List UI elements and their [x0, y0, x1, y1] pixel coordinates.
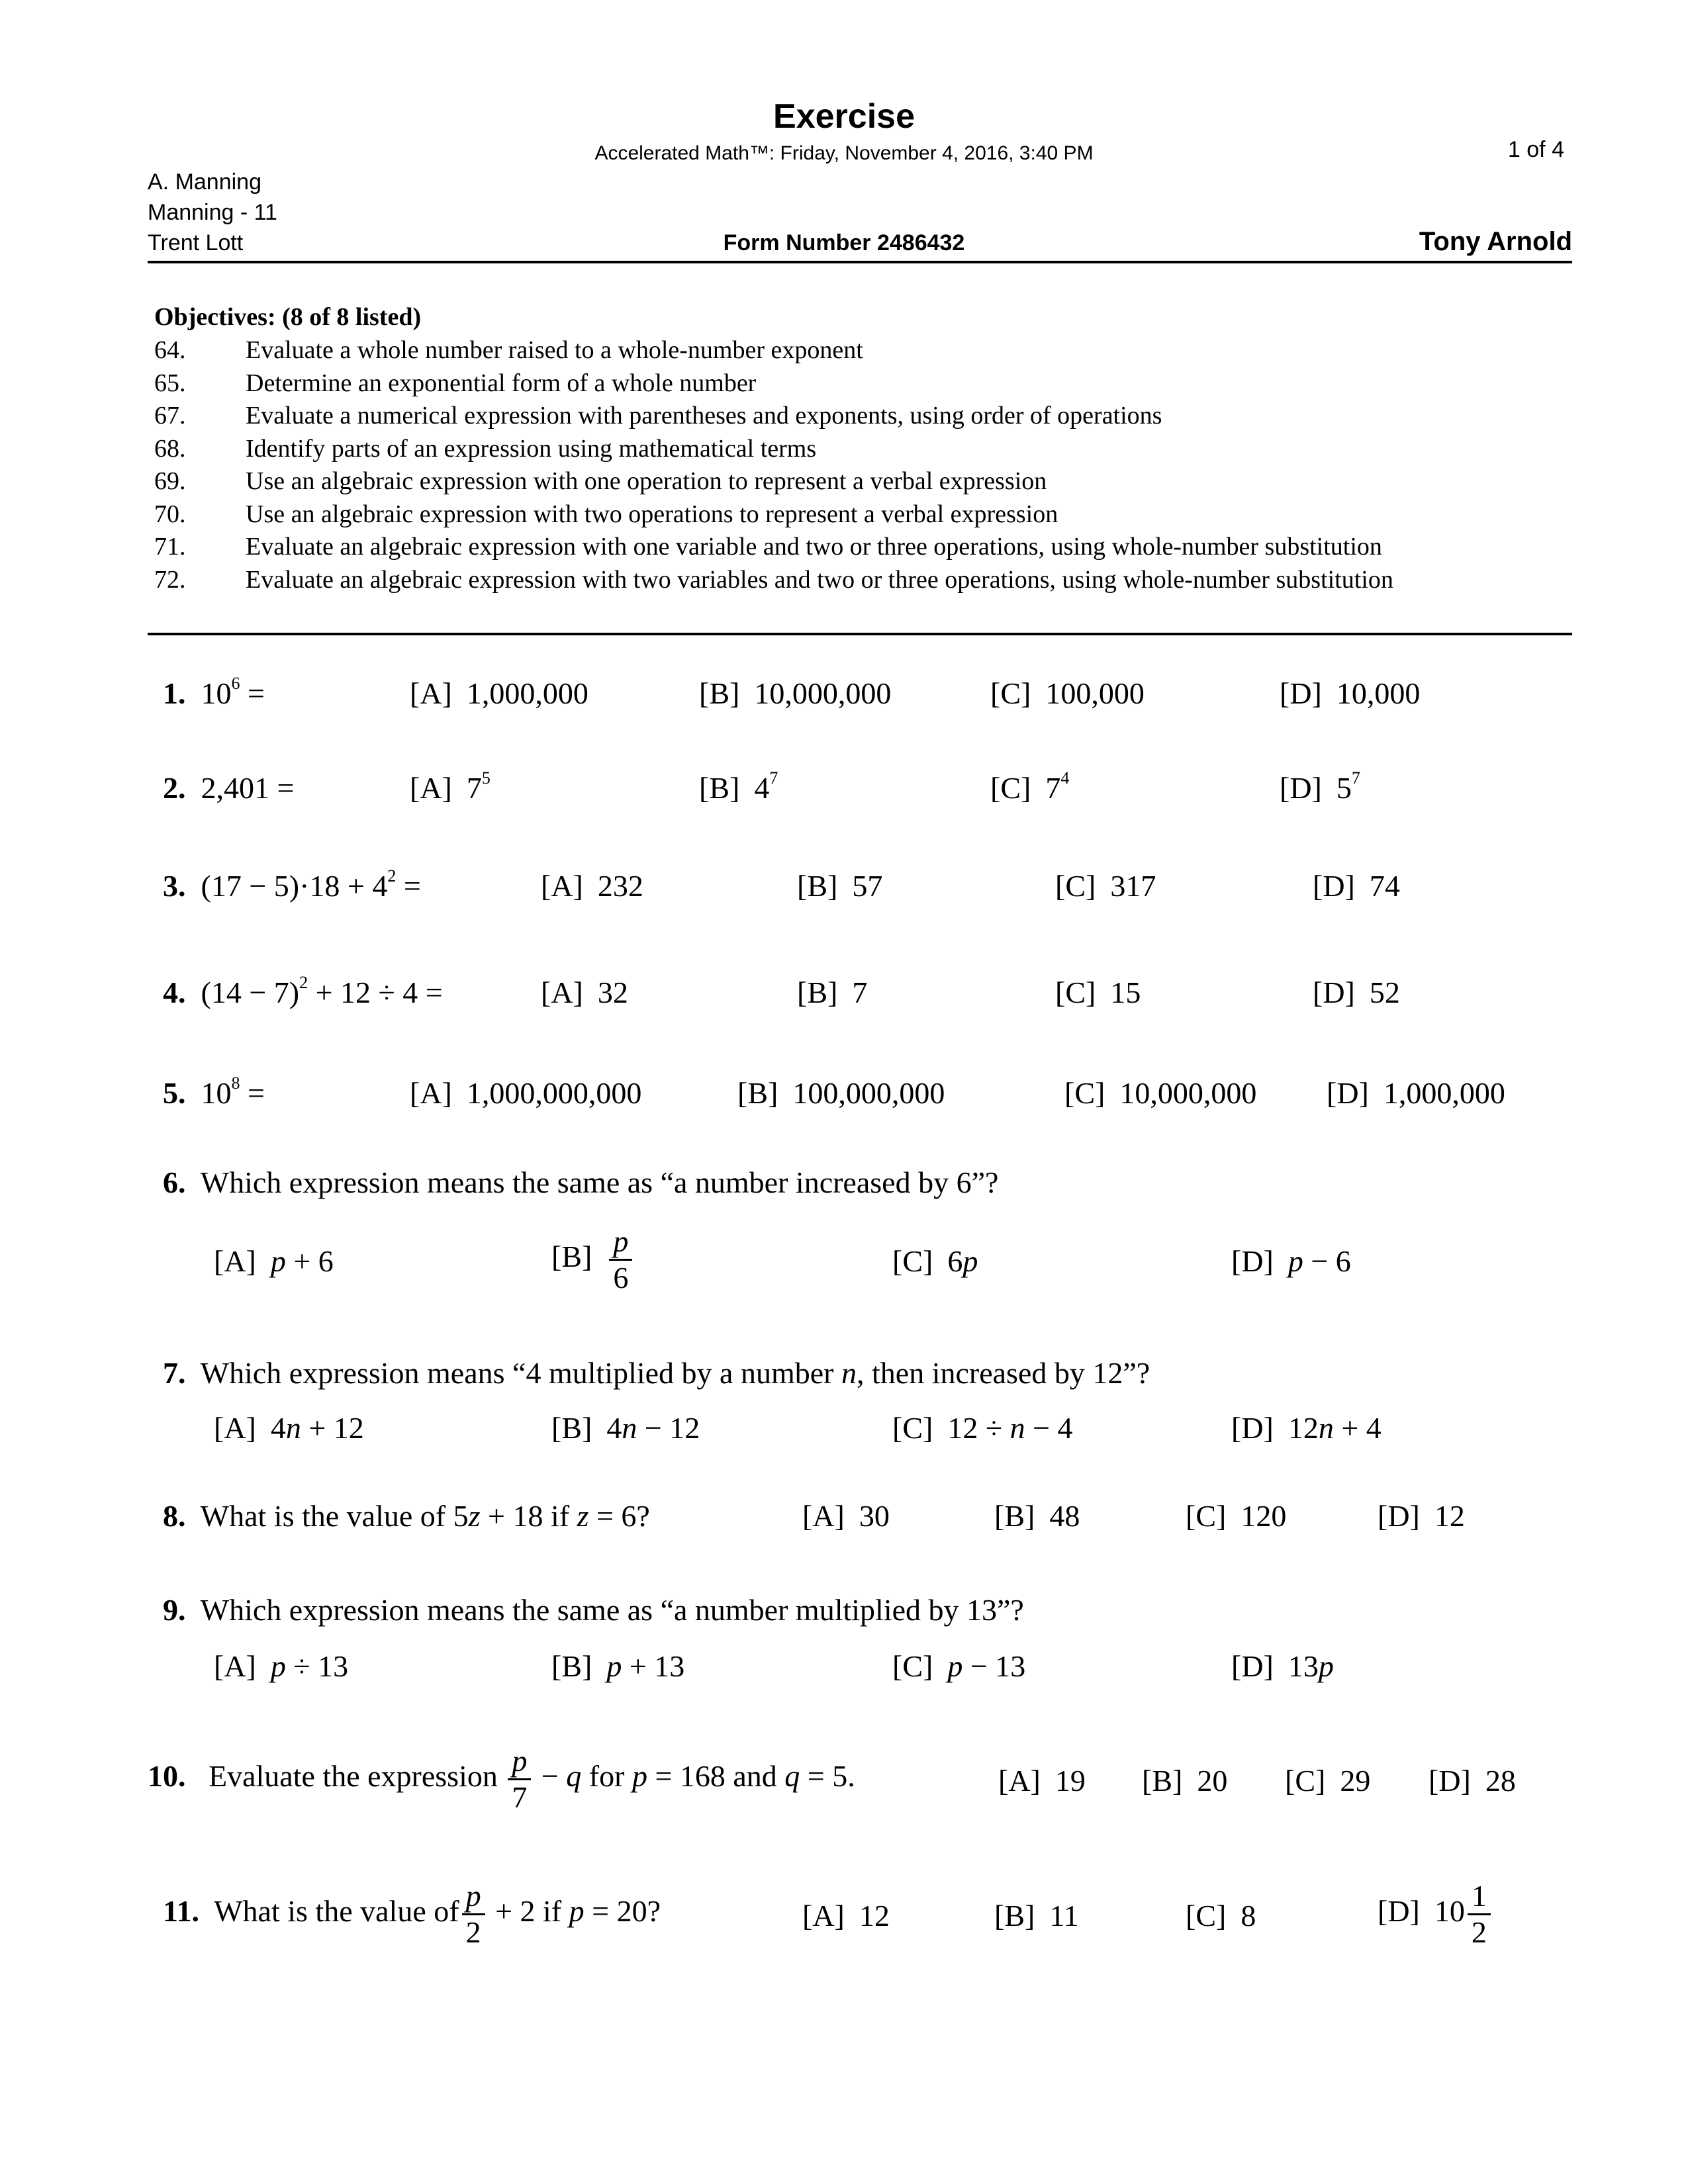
option-c[interactable]: [C] 15: [1055, 976, 1141, 1009]
objective-text: Evaluate an algebraic expression with one variable and two or three operations, using whole-number substitution: [246, 533, 1382, 561]
objective-number: 72.: [154, 566, 186, 594]
objective-number: 65.: [154, 369, 186, 397]
school-name: Trent Lott: [148, 230, 244, 255]
option-d[interactable]: [D] 28: [1429, 1764, 1516, 1797]
question-number: 10.: [148, 1759, 186, 1794]
option-b[interactable]: [B] $\frac{p}{6}$: [551, 1224, 635, 1295]
option-d[interactable]: [D] 12: [1378, 1499, 1465, 1533]
objectives-heading: Objectives: (8 of 8 listed): [154, 303, 422, 331]
subtitle: Accelerated Math™: Friday, November 4, 2016, 3:40 PM: [594, 142, 1094, 164]
question-text: Which expression means the same as “a number multiplied by 13”?: [200, 1593, 1024, 1627]
objective-number: 70.: [154, 500, 186, 528]
objective-text: Identify parts of an expression using mathematical terms: [246, 435, 817, 463]
option-a[interactable]: [A] 1,000,000: [410, 676, 588, 710]
option-c[interactable]: [C] 120: [1186, 1499, 1287, 1533]
option-d[interactable]: [D] 10,000: [1280, 676, 1421, 710]
student-name: Tony Arnold: [1419, 227, 1572, 256]
option-d[interactable]: [D] 12n + 4: [1231, 1411, 1382, 1445]
fraction: $\frac{1}{2}$: [1468, 1879, 1491, 1950]
option-d[interactable]: [D] 74: [1313, 869, 1400, 903]
option-c[interactable]: [C] 100,000: [990, 676, 1145, 710]
question-number: 11.: [163, 1894, 199, 1929]
question-expression: $10^8$ =: [201, 1073, 265, 1110]
option-d[interactable]: [D] 1,000,000: [1327, 1076, 1505, 1110]
question-text: Which expression means “4 multiplied by a number n, then increased by 12”?: [200, 1356, 1150, 1390]
question-number: 6.: [163, 1165, 186, 1199]
question-text: Which expression means the same as “a number increased by 6”?: [200, 1165, 999, 1199]
option-d[interactable]: [D] 52: [1313, 976, 1400, 1009]
question-number: 4.: [163, 976, 186, 1009]
option-a[interactable]: [A] 19: [998, 1764, 1086, 1797]
option-b[interactable]: [B] 11: [994, 1899, 1079, 1933]
option-c[interactable]: [C] p − 13: [892, 1649, 1026, 1683]
question-text: Evaluate the expression $\frac{p}{7}$ − q for p = 168 and q = 5.: [209, 1744, 855, 1814]
question-text: What is the value of $\frac{p}{2}$ + 2 if p = 20?: [214, 1879, 661, 1949]
page-title: Exercise: [773, 97, 915, 136]
objective-number: 71.: [154, 533, 186, 561]
option-a[interactable]: [A] $7^5$: [410, 768, 491, 805]
objectives-divider: [148, 633, 1572, 635]
question-expression: 2,401 =: [201, 771, 295, 805]
question-number: 3.: [163, 869, 186, 903]
option-b[interactable]: [B] 57: [797, 869, 883, 903]
question-number: 9.: [163, 1593, 186, 1627]
objective-number: 69.: [154, 467, 186, 495]
option-b[interactable]: [B] 100,000,000: [737, 1076, 945, 1110]
question-number: 5.: [163, 1076, 186, 1110]
option-c[interactable]: [C] 317: [1055, 869, 1156, 903]
question-expression: $(17 - 5)\cdot 18 + 4^2$ =: [201, 866, 421, 903]
option-b[interactable]: [B] 7: [797, 976, 868, 1009]
class-name: Manning - 11: [148, 200, 277, 225]
option-b[interactable]: [B] p + 13: [551, 1649, 685, 1683]
option-b[interactable]: [B] 48: [994, 1499, 1080, 1533]
teacher-name: A. Manning: [148, 169, 261, 195]
option-b[interactable]: [B] $4^7$: [699, 768, 778, 805]
page-number: 1 of 4: [1507, 137, 1564, 162]
question-text: What is the value of 5z + 18 if z = 6?: [200, 1499, 650, 1533]
objective-number: 64.: [154, 336, 186, 364]
question-number: 2.: [163, 771, 186, 805]
option-b[interactable]: [B] 20: [1142, 1764, 1228, 1797]
header-divider: [148, 261, 1572, 263]
option-a[interactable]: [A] 4n + 12: [214, 1411, 364, 1445]
objective-text: Evaluate a whole number raised to a whole-number exponent: [246, 336, 863, 364]
option-a[interactable]: [A] p ÷ 13: [214, 1649, 349, 1683]
objective-text: Determine an exponential form of a whole number: [246, 369, 757, 397]
option-c[interactable]: [C] $7^4$: [990, 768, 1070, 805]
option-a[interactable]: [A] 12: [802, 1899, 890, 1933]
option-b[interactable]: [B] 4n − 12: [551, 1411, 700, 1445]
option-c[interactable]: [C] 29: [1285, 1764, 1371, 1797]
form-number: Form Number 2486432: [723, 230, 965, 255]
question-number: 7.: [163, 1356, 186, 1390]
objective-text: Use an algebraic expression with two operations to represent a verbal expression: [246, 500, 1058, 528]
objective-number: 67.: [154, 402, 186, 430]
objective-text: Use an algebraic expression with one operation to represent a verbal expression: [246, 467, 1047, 495]
option-a[interactable]: [A] 32: [541, 976, 628, 1009]
option-d[interactable]: [D] 10 $\frac{1}{2}$: [1378, 1879, 1493, 1950]
option-c[interactable]: [C] 12 ÷ n − 4: [892, 1411, 1073, 1445]
option-d[interactable]: [D] 13p: [1231, 1649, 1334, 1683]
objective-text: Evaluate an algebraic expression with two variables and two or three operations, using whole-number substitution: [246, 566, 1393, 594]
option-a[interactable]: [A] 30: [802, 1499, 890, 1533]
objective-number: 68.: [154, 435, 186, 463]
question-expression: $(14 - 7)^2 + 12 \div 4$ =: [201, 973, 443, 1009]
option-c[interactable]: [C] 8: [1186, 1899, 1256, 1933]
option-a[interactable]: [A] 1,000,000,000: [410, 1076, 642, 1110]
option-c[interactable]: [C] 10,000,000: [1064, 1076, 1257, 1110]
option-a[interactable]: [A] p + 6: [214, 1244, 334, 1278]
option-d[interactable]: [D] $5^7$: [1280, 768, 1360, 805]
question-expression: $10^6$ =: [201, 674, 265, 710]
question-number: 1.: [163, 676, 186, 710]
option-a[interactable]: [A] 232: [541, 869, 643, 903]
option-d[interactable]: [D] p − 6: [1231, 1244, 1351, 1278]
option-c[interactable]: [C] 6p: [892, 1244, 978, 1278]
option-b[interactable]: [B] 10,000,000: [699, 676, 892, 710]
question-number: 8.: [163, 1499, 186, 1533]
objective-text: Evaluate a numerical expression with parentheses and exponents, using order of operations: [246, 402, 1162, 430]
fraction: $\frac{p}{6}$: [609, 1224, 632, 1295]
